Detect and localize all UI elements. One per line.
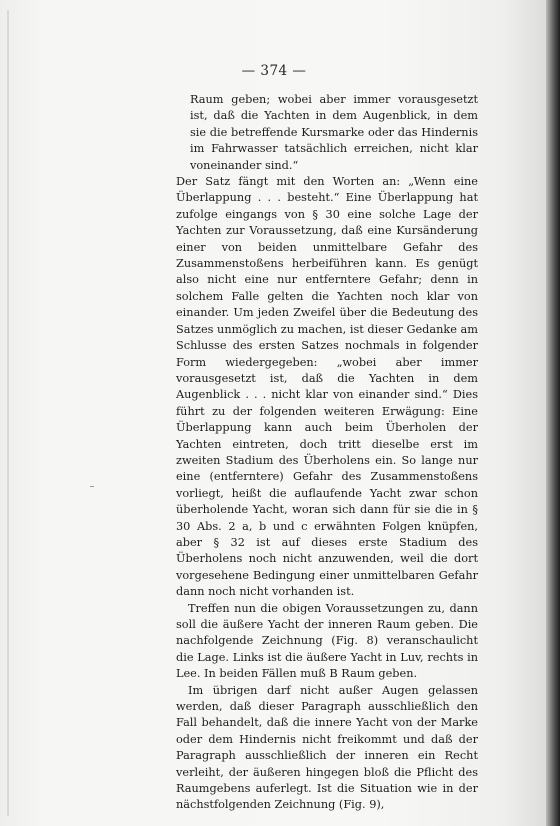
page-edge-shadow: [546, 0, 560, 826]
paragraph-2: Der Satz fängt mit den Worten an: „Wenn eine Überlappung . . . besteht.“ Eine Überlappung hat zufolge eingangs von § 30 eine solche Lage der Yachten zur Voraussetzung, daß eine Kursänderung einer von beiden unmittelbare Gefahr des Zusammenstoßens herbeiführen kann. Es genügt also nicht eine nur entferntere Gefahr; denn in solchem Falle gelten die Yachten noch klar von einander. Um jeden Zweifel über die Bedeutung des Satzes unmöglich zu machen, ist dieser Gedanke am Schlusse des ersten Satzes nochmals in folgender Form wiedergegeben: „wobei aber immer vorausgesetzt ist, daß die Yachten in dem Augenblick . . . nicht klar von einander sind.“ Dies führt zu der folgenden weiteren Erwägung: Eine Überlappung kann auch beim Überholen der Yachten eintreten, doch tritt dieselbe erst im zweiten Stadium des Überholens ein. So lange nur eine (entferntere) Gefahr des Zusammenstoßens vorliegt, heißt die auflaufende Yacht zwar schon überholende Yacht, woran sich dann für sie die in § 30 Abs. 2 a, b und c erwähnten Folgen knüpfen, aber § 32 ist auf dieses erste Stadium des Überholens noch nicht anzuwenden, weil die dort vorgesehene Bedingung einer unmittelbaren Gefahr dann noch nicht vorhanden ist.: [176, 175, 478, 599]
paragraph-4: Im übrigen darf nicht außer Augen gelassen werden, daß dieser Paragraph ausschließlich den Fall behandelt, daß die innere Yacht von der Marke oder dem Hindernis nicht freikommt und daß der Paragraph ausschließlich der inneren ein Recht verleiht, der äußeren hingegen bloß die Pflicht des Raumgebens auferlegt. Ist die Situation wie in der nächstfolgenden Zeichnung (Fig. 9),: [176, 683, 478, 812]
body-text: [176, 92, 478, 814]
page-number: — 374 —: [241, 63, 307, 79]
paragraph-3: Treffen nun die obigen Voraussetzungen zu, dann soll die äußere Yacht der inneren Raum geben. Die nachfolgende Zeichnung (Fig. 8) veranschaulicht die Lage. Links ist die äußere Yacht in Luv, rechts in Lee. In beiden Fällen muß B Raum geben.: [176, 601, 478, 681]
stray-mark: [90, 486, 94, 487]
page-gutter-line: [7, 10, 9, 816]
paragraph-1: Raum geben; wobei aber immer vorausgesetzt ist, daß die Yachten in dem Augenblick, in dem sie die betreffende Kursmarke oder das Hindernis im Fahrwasser tatsächlich erreichen, nicht klar voneinander sind.“: [190, 93, 478, 172]
